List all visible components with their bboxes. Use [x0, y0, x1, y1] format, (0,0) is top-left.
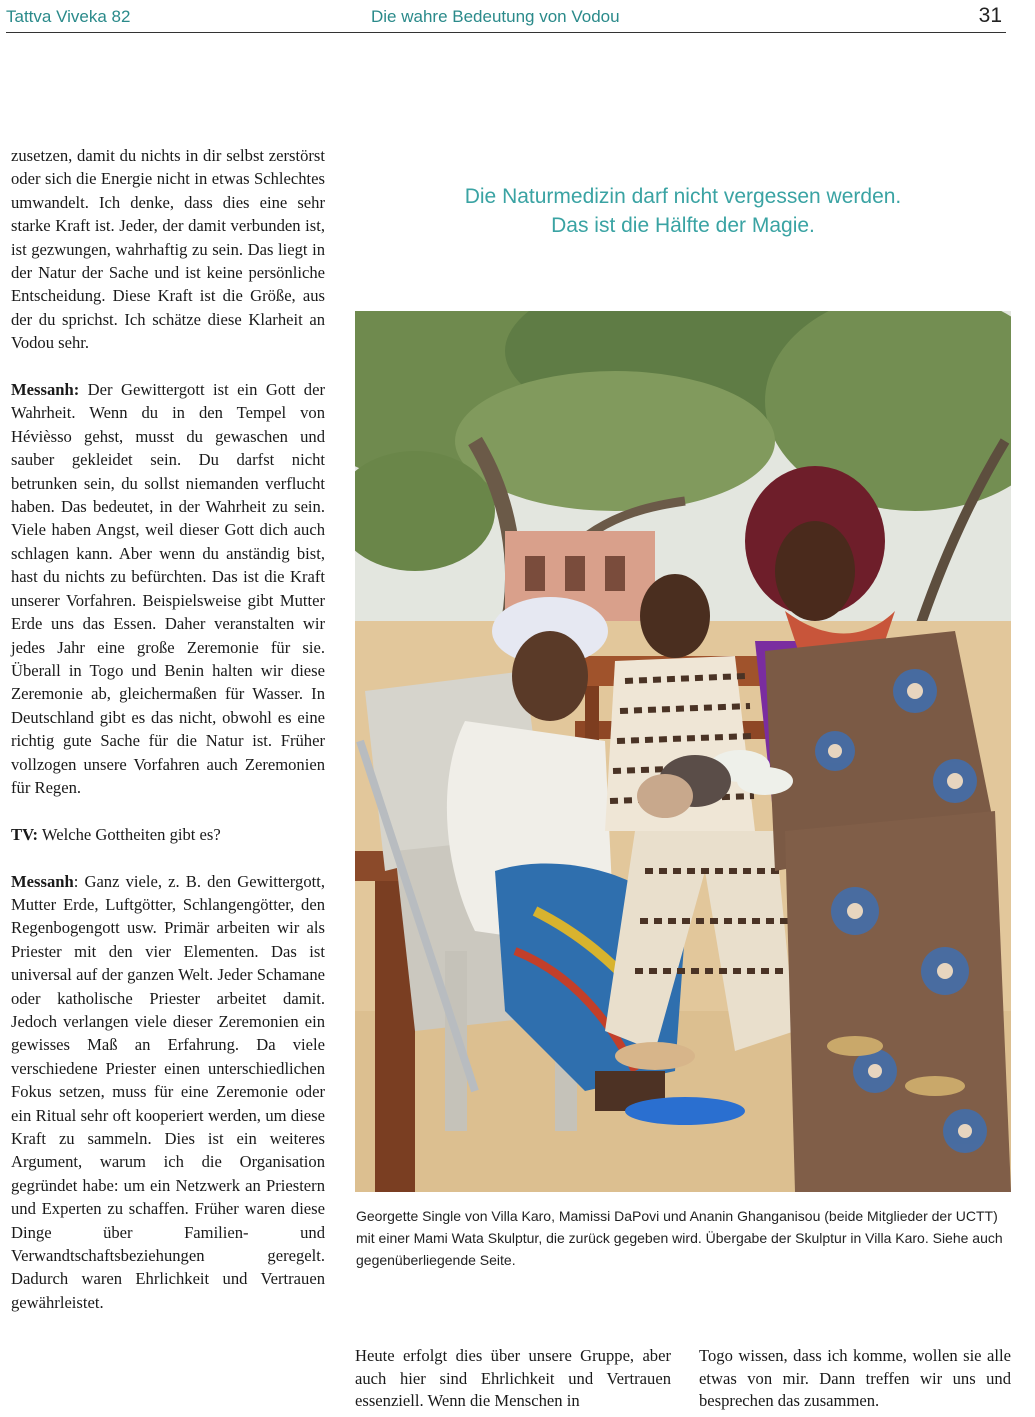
speaker-label: Messanh [11, 871, 74, 891]
speaker-label: Messanh: [11, 380, 80, 400]
paragraph-2 [11, 378, 325, 799]
middle-text-column: Heute erfolgt dies über unsere Gruppe, aber auch hier sind Ehrlichkeit und Vertrauen essenziell. Wenn die Menschen in [355, 1346, 671, 1410]
pull-quote-line-1: Die Naturmedizin darf nicht vergessen werden. [464, 185, 902, 208]
article-title: Die wahre Bedeutung von Vodou [371, 7, 620, 26]
paragraph-1: zusetzen, damit du nichts in dir selbst zerstörst oder sich die Energie nicht in etwas Schlechtes umwandelt. Ich denke, dass dies eine sehr starke Kraft ist. Jeder, der damit verbunden ist, ist gezwungen, wahrhaftig zu sein. Das liegt in der Natur der Sache und ist keine persönliche Entscheidung. Diese Kraft ist die Größe, aus der du sprichst. Ich schätze diese Klarheit an Vodou sehr. [11, 146, 325, 353]
paragraph-3 [11, 823, 325, 846]
left-text-column [11, 144, 325, 1338]
right-text-column: Togo wissen, dass ich komme, wollen sie alle etwas von mir. Dann treffen wir uns und besprechen das zusammen. [699, 1346, 1011, 1410]
paragraph-4 [11, 870, 325, 1315]
speaker-label: TV: [11, 824, 39, 844]
paragraph-2-text: Der Gewittergott ist ein Gott der Wahrheit. Wenn du in den Tempel von Hévièsso gehst, musst du gewaschen und sauber gekleidet sein. Du darfst nicht betrunken sein, du sollst niemanden verflucht haben. Das bedeutet, in der Wahrheit zu sein. Viele haben Angst, weil dieser Gott dich auch schlagen kann. Aber wenn du anständig bist, hast du nichts zu befürchten. Das ist die Kraft unserer Vorfahren. Beispielsweise gibt Mutter Erde uns das Essen. Daher veranstalten wir jedes Jahr eine große Zeremonie für sie. Überall in Togo und Benin halten wir diese Zeremonie ab, gleichermaßen für Wasser. In Deutschland gibt es das nicht, obwohl es eine richtig gute Sache für die Natur ist. Früher vollzogen unsere Vorfahren auch Zeremonien für Regen. [11, 380, 325, 797]
photo [355, 311, 1011, 1192]
photo-caption: Georgette Single von Villa Karo, Mamissi DaPovi und Ananin Ghanganisou (beide Mitglieder der UCTT) mit einer Mami Wata Skulptur, die zurück gegeben wird. Übergabe der Skulptur in Villa Karo. Siehe auch gegenüberliegende Seite. [356, 1208, 1003, 1268]
page-number: 31 [978, 4, 1002, 27]
paragraph-4-text: : Ganz viele, z. B. den Gewittergott, Mutter Erde, Luftgötter, Schlangengötter, den Regenbogengott usw. Primär arbeiten wir als Priester mit den vier Elementen. Das ist universal auf der ganzen Welt. Jeder Schamane oder katholische Priester arbeitet damit. Jedoch verlangen viele dieser Zeremonien ein gewisses Maß an Erfahrung. Da viele verschiedene Priester einen unterschiedlichen Fokus setzen, muss für eine Zeremonie oder ein Ritual sehr oft kooperiert werden, um diese Kraft zu sammeln. Dies ist ein weiteres Argument, warum ich die Organisation gegründet habe: um ein Netzwerk an Priestern und Experten zu schaffen. Früher waren diese Dinge über Familien- und Verwandtschaftsbeziehungen geregelt. Dadurch waren Ehrlichkeit und Vertrauen gewährleistet. [11, 871, 325, 1312]
paragraph-3-text: Welche Gottheiten gibt es? [38, 824, 221, 844]
pull-quote-line-2: Das ist die Hälfte der Magie. [551, 214, 815, 237]
pull-quote [356, 182, 1010, 240]
journal-name: Tattva Viveka 82 [6, 7, 131, 26]
photo-illustration [355, 311, 1011, 1192]
running-header [6, 4, 1006, 33]
